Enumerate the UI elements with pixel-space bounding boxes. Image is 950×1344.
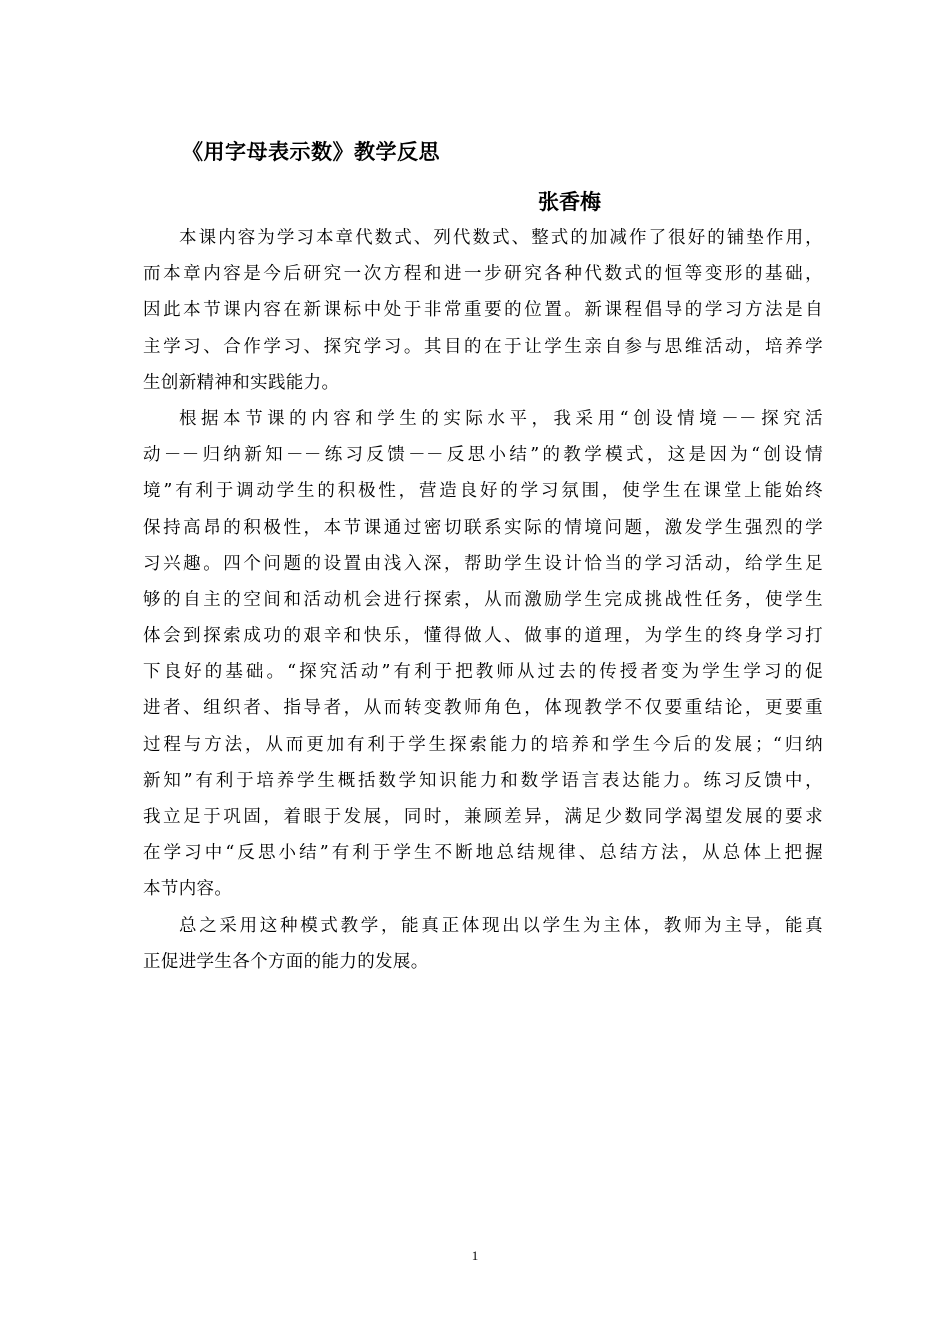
paragraph-line: 动－－归纳新知－－练习反馈－－反思小结”的教学模式，这是因为“创设情	[143, 445, 823, 466]
paragraph-line: 境”有利于调动学生的积极性，营造良好的学习氛围，使学生在课堂上能始终	[143, 481, 823, 502]
page-number: 1	[471, 1248, 479, 1263]
paragraph-line: 主学习、合作学习、探究学习。其目的在于让学生亲自参与思维活动，培养学	[143, 336, 823, 357]
paragraph-3	[143, 908, 823, 980]
paragraph-line: 下良好的基础。“探究活动”有利于把教师从过去的传授者变为学生学习的促	[143, 662, 823, 683]
document-title: 《用字母表示数》教学反思	[182, 140, 440, 164]
paragraph-line: 新知”有利于培养学生概括数学知识能力和数学语言表达能力。练习反馈中，	[143, 770, 823, 791]
paragraph-1	[143, 220, 823, 401]
paragraph-2	[143, 401, 823, 908]
paragraph-line: 本节内容。	[143, 879, 233, 900]
paragraph-line: 够的自主的空间和活动机会进行探索，从而激励学生完成挑战性任务，使学生	[143, 589, 823, 610]
paragraph-line: 本课内容为学习本章代数式、列代数式、整式的加减作了很好的铺垫作用，	[179, 228, 823, 248]
paragraph-line: 体会到探索成功的艰辛和快乐，懂得做人、做事的道理，为学生的终身学习打	[143, 626, 823, 647]
document-body	[143, 220, 823, 980]
paragraph-line: 过程与方法，从而更加有利于学生探索能力的培养和学生今后的发展；“归纳	[143, 734, 823, 755]
paragraph-line: 因此本节课内容在新课标中处于非常重要的位置。新课程倡导的学习方法是自	[143, 300, 823, 321]
paragraph-line: 我立足于巩固，着眼于发展，同时，兼顾差异，满足少数同学渴望发展的要求	[143, 807, 823, 827]
paragraph-line: 进者、组织者、指导者，从而转变教师角色，体现教学不仅要重结论，更要重	[143, 698, 823, 719]
author-name: 张香梅	[538, 190, 601, 214]
paragraph-line: 保持高昂的积极性，本节课通过密切联系实际的情境问题，激发学生强烈的学	[143, 517, 823, 538]
paragraph-line: 总之采用这种模式教学，能真正体现出以学生为主体，教师为主导，能真	[179, 915, 823, 936]
paragraph-line: 正促进学生各个方面的能力的发展。	[143, 951, 429, 972]
paragraph-line: 根据本节课的内容和学生的实际水平，我采用“创设情境－－探究活	[179, 408, 823, 429]
paragraph-line: 生创新精神和实践能力。	[143, 372, 340, 393]
paragraph-line: 在学习中“反思小结”有利于学生不断地总结规律、总结方法，从总体上把握	[143, 843, 823, 864]
paragraph-line: 习兴趣。四个问题的设置由浅入深，帮助学生设计恰当的学习活动，给学生足	[143, 553, 823, 574]
paragraph-line: 而本章内容是今后研究一次方程和进一步研究各种代数式的恒等变形的基础，	[143, 264, 823, 285]
